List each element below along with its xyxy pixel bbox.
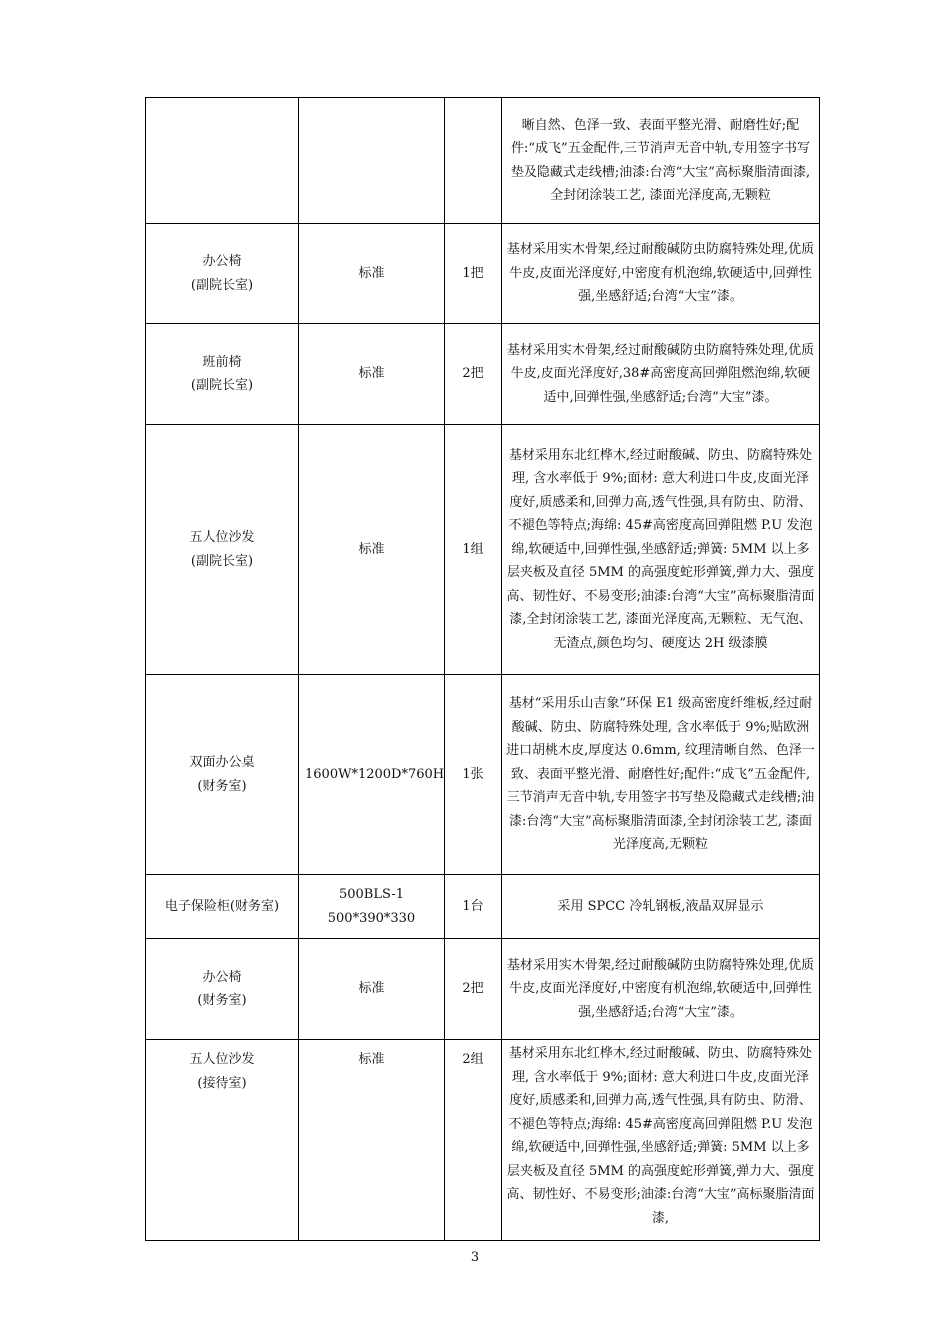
description-cell: 基材采用实木骨架,经过耐酸碱防虫防腐特殊处理,优质牛皮,皮面光泽度好,中密度有机泡绵,软硬适中,回弹性强,坐感舒适;台湾“大宝”漆。: [502, 224, 820, 324]
item-name-cell: [146, 939, 299, 1040]
item-location: (副院长室): [190, 378, 254, 393]
table-row: [146, 224, 820, 324]
item-name-cell: [146, 425, 299, 675]
dimensions: 500*390*330: [327, 910, 416, 926]
item-name-cell: [146, 1040, 299, 1241]
item-name-cell: [146, 675, 299, 875]
qty-cell: [445, 98, 502, 224]
qty-cell: 2把: [445, 939, 502, 1040]
item-name: 五人位沙发: [189, 1052, 255, 1067]
table-row: [146, 324, 820, 425]
item-name: 双面办公桌: [189, 755, 255, 770]
qty-cell: 1台: [445, 875, 502, 939]
spec-cell: [299, 98, 445, 224]
table-row: [146, 98, 820, 224]
item-name: 办公椅: [202, 969, 242, 985]
spec-cell: 标准: [299, 939, 445, 1040]
item-location: (副院长室): [190, 553, 254, 569]
spec-cell: [299, 875, 445, 939]
qty-cell: 1张: [445, 675, 502, 875]
table-row: [146, 875, 820, 939]
description-cell: 采用 SPCC 冷轧钢板,液晶双屏显示: [502, 875, 820, 939]
item-location: (财务室): [197, 993, 247, 1008]
spec-cell: 1600W*1200D*760H: [299, 675, 445, 875]
furniture-spec-table: [145, 97, 820, 1241]
item-name-cell: [146, 324, 299, 425]
spec-cell: 标准: [299, 224, 445, 324]
description-cell: 基材采用东北红桦木,经过耐酸碱、防虫、防腐特殊处理, 含水率低于 9%;面材: 意大利进口牛皮,皮面光泽度好,质感柔和,回弹力高,透气性强,具有防虫、防滑、不褪色等特点;海绵: 45#高密度高回弹阻燃 P.U 发泡绵,软硬适中,回弹性强,坐感舒适;弹簧: 5MM 以上多层夹板及直径 5MM 的高强度蛇形弹簧,弹力大、强度高、韧性好、不易变形;油漆:台湾“大宝”高标聚脂清面漆,全封闭涂装工艺, 漆面光泽度高,无颗粒、无气泡、无渣点,颜色均匀、硬度达 2H 级漆膜: [502, 425, 820, 675]
item-location: (接待室): [197, 1075, 247, 1091]
item-name: 班前椅: [202, 354, 242, 370]
description-cell: 晰自然、色泽一致、表面平整光滑、耐磨性好;配件:“成飞”五金配件,三节消声无音中轨,专用签字书写垫及隐藏式走线槽;油漆:台湾“大宝”高标聚脂清面漆,全封闭涂装工艺, 漆面光泽度高,无颗粒: [502, 98, 820, 224]
description-cell: 基材“采用乐山吉象”环保 E1 级高密度纤维板,经过耐酸碱、防虫、防腐特殊处理, 含水率低于 9%;贴欧洲进口胡桃木皮,厚度达 0.6mm, 纹理清晰自然、色泽一致、表面平整光滑、耐磨性好;配件:“成飞”五金配件,三节消声无音中轨,专用签字书写垫及隐藏式走线槽;油漆:台湾“大宝”高标聚脂清面漆,全封闭涂装工艺, 漆面光泽度高,无颗粒: [502, 675, 820, 875]
item-location: (副院长室): [190, 277, 254, 293]
item-name: 五人位沙发: [189, 530, 255, 545]
table-row: [146, 675, 820, 875]
table-row: [146, 425, 820, 675]
table-row: [146, 1040, 820, 1241]
qty-cell: 1把: [445, 224, 502, 324]
description-cell: 基材采用实木骨架,经过耐酸碱防虫防腐特殊处理,优质牛皮,皮面光泽度好,中密度有机泡绵,软硬适中,回弹性强,坐感舒适;台湾“大宝”漆。: [502, 939, 820, 1040]
item-name-cell: [146, 224, 299, 324]
table-row: [146, 939, 820, 1040]
qty-cell: 1组: [445, 425, 502, 675]
item-name: 办公椅: [202, 254, 242, 269]
description-cell: 基材采用实木骨架,经过耐酸碱防虫防腐特殊处理,优质牛皮,皮面光泽度好,38#高密度高回弹阻燃泡绵,软硬适中,回弹性强,坐感舒适;台湾“大宝”漆。: [502, 324, 820, 425]
item-name-cell: 电子保险柜(财务室): [146, 875, 299, 939]
spec-cell: 标准: [299, 324, 445, 425]
description-cell: 基材采用东北红桦木,经过耐酸碱、防虫、防腐特殊处理, 含水率低于 9%;面材: 意大利进口牛皮,皮面光泽度好,质感柔和,回弹力高,透气性强,具有防虫、防滑、不褪色等特点;海绵: 45#高密度高回弹阻燃 P.U 发泡绵,软硬适中,回弹性强,坐感舒适;弹簧: 5MM 以上多层夹板及直径 5MM 的高强度蛇形弹簧,弹力大、强度高、韧性好、不易变形;油漆:台湾“大宝”高标聚脂清面漆,: [502, 1040, 820, 1241]
qty-cell: 2组: [445, 1040, 502, 1241]
page-number: 3: [470, 1250, 480, 1265]
item-name-cell: [146, 98, 299, 224]
model-number: 500BLS-1: [338, 887, 405, 902]
qty-cell: 2把: [445, 324, 502, 425]
spec-cell: 标准: [299, 1040, 445, 1241]
spec-cell: 标准: [299, 425, 445, 675]
item-location: (财务室): [197, 778, 247, 794]
